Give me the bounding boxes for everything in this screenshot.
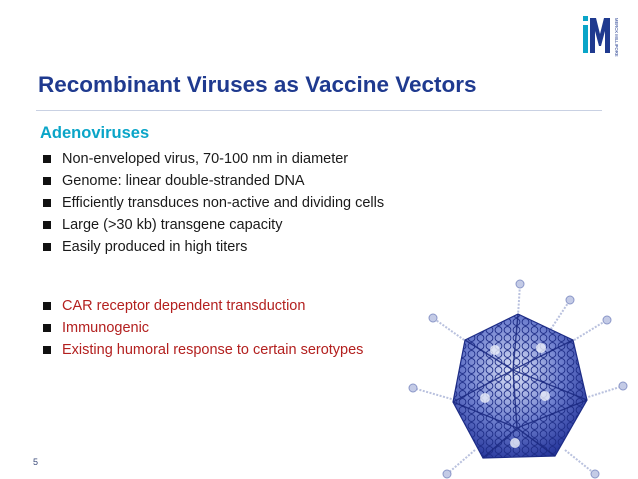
merck-logo: [577, 12, 617, 64]
bullet-item: [40, 148, 384, 170]
square-bullet-icon: [43, 177, 51, 185]
adenovirus-illustration: [395, 278, 630, 478]
bullet-text: Existing humoral response to certain serotypes: [62, 342, 364, 358]
square-bullet-icon: [43, 199, 51, 207]
square-bullet-icon: [43, 324, 51, 332]
title-divider: [36, 110, 602, 111]
bullet-item: [40, 214, 384, 236]
bullet-list-properties: [40, 148, 384, 258]
bullet-text: CAR receptor dependent transduction: [62, 298, 306, 314]
section-subtitle: Adenoviruses: [40, 124, 150, 142]
bullet-item: [40, 170, 384, 192]
bullet-text: Efficiently transduces non-active and dividing cells: [62, 195, 385, 211]
bullet-list-limitations: [40, 295, 363, 361]
slide-title: Recombinant Viruses as Vaccine Vectors: [38, 72, 477, 97]
logo-vertical-text: MERCK MILLIPORE: [614, 18, 619, 57]
bullet-text: Non-enveloped virus, 70-100 nm in diameter: [62, 151, 349, 167]
bullet-text: Easily produced in high titers: [62, 239, 248, 255]
bullet-item: [40, 295, 363, 317]
square-bullet-icon: [43, 221, 51, 229]
bullet-item: [40, 339, 363, 361]
bullet-item: [40, 317, 363, 339]
bullet-text: Immunogenic: [62, 320, 150, 336]
square-bullet-icon: [43, 346, 51, 354]
bullet-text: Genome: linear double-stranded DNA: [62, 173, 305, 189]
square-bullet-icon: [43, 155, 51, 163]
bullet-item: [40, 236, 384, 258]
page-number: 5: [33, 457, 39, 467]
bullet-text: Large (>30 kb) transgene capacity: [62, 217, 283, 233]
square-bullet-icon: [43, 302, 51, 310]
square-bullet-icon: [43, 243, 51, 251]
bullet-item: [40, 192, 384, 214]
